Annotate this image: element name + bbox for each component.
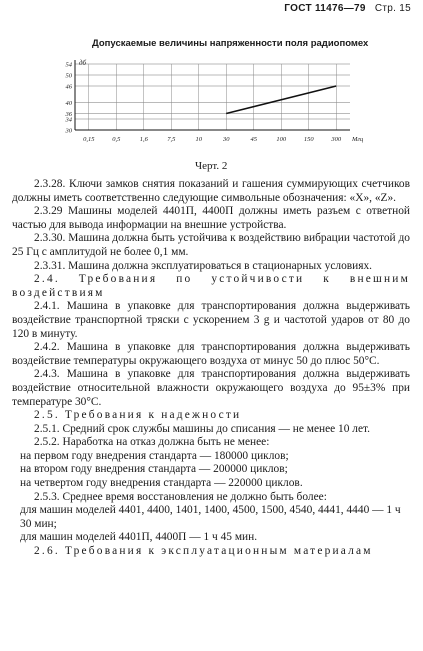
section-heading-2-6: 2.6. Требования к эксплуатационным материалам <box>34 545 373 558</box>
y-tick-label: 40 <box>65 100 72 107</box>
x-tick-label: 7,5 <box>167 136 176 143</box>
paragraph-2-5-3: 2.5.3. Среднее время восстановления не должно быть более: <box>34 490 327 503</box>
standard-number: ГОСТ 11476—79 <box>284 3 366 14</box>
section-heading-2-5: 2.5. Требования к надежности <box>34 409 242 422</box>
list-item: на первом году внедрения стандарта — 180000 циклов; <box>20 449 289 462</box>
document-body <box>12 178 410 559</box>
y-tick-label: 46 <box>65 83 72 91</box>
paragraph-2-3-30: 2.3.30. Машина должна быть устойчива к воздействию вибрации частотой до 25 Гц с амплитудой не более 0,1 мм. <box>12 232 410 258</box>
page-number: Стр. 15 <box>374 3 411 14</box>
x-tick-label: 100 <box>276 136 287 143</box>
paragraph-2-3-29: 2.3.29 Машины моделей 4401П, 4400П должны иметь разъем с ответной частью для вывода информации на внешние устройства. <box>12 205 410 231</box>
paragraph-2-5-2: 2.5.2. Наработка на отказ должна быть не менее: <box>34 436 270 449</box>
paragraph-2-5-1: 2.5.1. Средний срок службы машины до списания — не менее 10 лет. <box>34 422 371 435</box>
series-line <box>226 86 336 114</box>
x-tick-label: 0,5 <box>112 136 121 143</box>
x-tick-label: 10 <box>195 136 202 143</box>
list-item: для машин моделей 4401П, 4400П — 1 ч 45 мин. <box>20 531 258 544</box>
y-tick-label: 36 <box>65 111 72 118</box>
x-tick-label: 30 <box>223 136 230 143</box>
y-tick-label: 34 <box>65 116 72 124</box>
x-tick-label: 1,6 <box>139 136 148 143</box>
list-item: на четвертом году внедрения стандарта — 220000 циклов. <box>20 477 303 490</box>
y-axis-label: дб <box>79 59 87 67</box>
figure-title: Допускаемые величины напряженности поля радиопомех <box>92 38 369 49</box>
paragraph-2-4-1: 2.4.1. Машина в упаковке для транспортирования должна выдерживать воздействие транспортной тряски с ускорением 3 g и частотой ударов от 80 до 120 в минуту. <box>12 300 410 340</box>
page-header <box>284 3 411 14</box>
x-tick-label: 45 <box>250 136 257 143</box>
x-tick-label: 300 <box>331 136 342 143</box>
y-tick-label: 30 <box>65 127 72 135</box>
paragraph-2-4-3: 2.4.3. Машина в упаковке для транспортирования должна выдерживать воздействие относительной влажности окружающего воздуха до 95±3% при температуре 30°С. <box>12 368 410 408</box>
y-tick-label: 54 <box>65 61 72 69</box>
y-tick-label: 50 <box>65 72 72 80</box>
radio-interference-chart <box>0 0 423 170</box>
list-item: на втором году внедрения стандарта — 200000 циклов; <box>20 463 288 476</box>
paragraph-2-3-31: 2.3.31. Машина должна эксплуатироваться в стационарных условиях. <box>34 259 373 272</box>
x-tick-label: 0,15 <box>83 136 95 143</box>
x-axis-label: Мгц <box>352 136 364 143</box>
figure-caption: Черт. 2 <box>195 160 228 172</box>
list-item: для машин моделей 4401, 4400, 1401, 1400, 4500, 1500, 4540, 4441, 4440 — 1 ч 30 мин; <box>20 504 401 530</box>
section-heading-2-4: 2.4. Требования по устойчивости к внешним воздействиям <box>12 273 410 299</box>
paragraph-2-4-2: 2.4.2. Машина в упаковке для транспортирования должна выдерживать воздействие температуры окружающего воздуха от минус 50 до плюс 50°С. <box>12 341 410 367</box>
paragraph-2-3-28: 2.3.28. Ключи замков снятия показаний и гашения суммирующих счетчиков должны иметь соответственно следующие символьные обозначения: «Х», «Z». <box>12 178 410 204</box>
x-tick-label: 150 <box>303 136 314 143</box>
